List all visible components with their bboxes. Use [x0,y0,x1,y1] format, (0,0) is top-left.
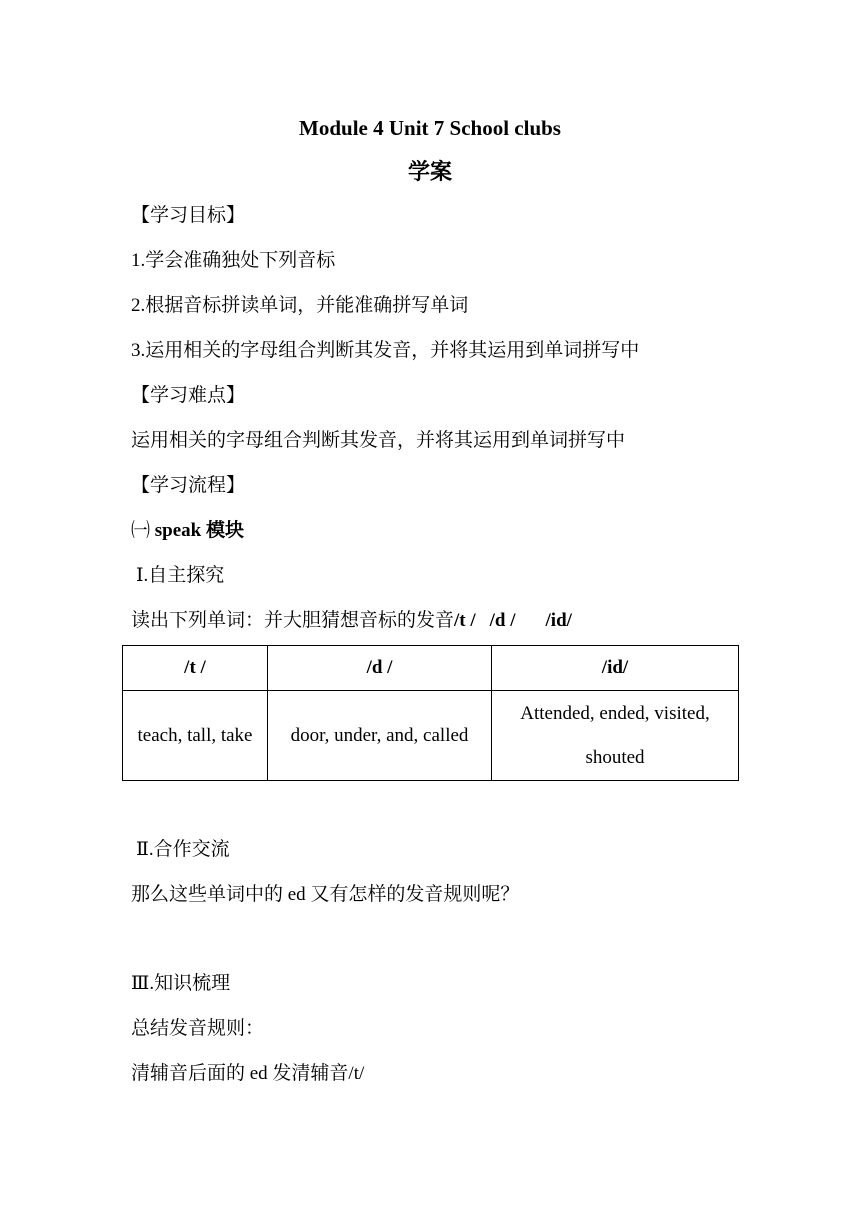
rule-1: 清辅音后面的 ed 发清辅音/t/ [131,1063,365,1084]
section-title: speak 模块 [154,520,244,541]
document-title: Module 4 Unit 7 School clubs [299,116,561,140]
pronunciation-table [122,645,739,781]
part1-heading: Ⅰ.自主探究 [136,565,225,586]
table-cell-t-words: teach, tall, take [123,691,268,781]
summary-label: 总结发音规则： [131,1018,265,1039]
instruction-text: 读出下列单词：并大胆猜想音标的发音 [131,610,455,631]
goals-heading: 【学习目标】 [131,205,246,226]
process-heading: 【学习流程】 [131,475,246,496]
table-header-id: /id/ [492,646,739,691]
goal-item-2: 2.根据音标拼读单词，并能准确拼写单词 [131,295,469,316]
section-marker: ㈠ [131,520,151,541]
instruction-sound-d: /d / [489,610,516,631]
difficulty-text: 运用相关的字母组合判断其发音，并将其运用到单词拼写中 [131,430,626,451]
section-heading [131,517,244,545]
part3-heading: Ⅲ.知识梳理 [131,973,231,994]
table-row [123,691,739,781]
part2-question: 那么这些单词中的 ed 又有怎样的发音规则呢？ [131,884,520,905]
table-header-d: /d / [268,646,492,691]
table-cell-d-words: door, under, and, called [268,691,492,781]
instruction-sound-t: /t / [454,610,476,631]
table-cell-id-words: Attended, ended, visited, shouted [492,691,739,781]
instruction-line [131,607,572,635]
table-header-t: /t / [123,646,268,691]
document-subtitle: 学案 [407,159,452,184]
goal-item-3: 3.运用相关的字母组合判断其发音，并将其运用到单词拼写中 [131,340,640,361]
part2-heading: Ⅱ.合作交流 [136,839,230,860]
table-header-row [123,646,739,691]
goal-item-1: 1.学会准确独处下列音标 [131,250,336,271]
instruction-sound-id: /id/ [545,610,572,631]
difficulty-heading: 【学习难点】 [131,385,246,406]
